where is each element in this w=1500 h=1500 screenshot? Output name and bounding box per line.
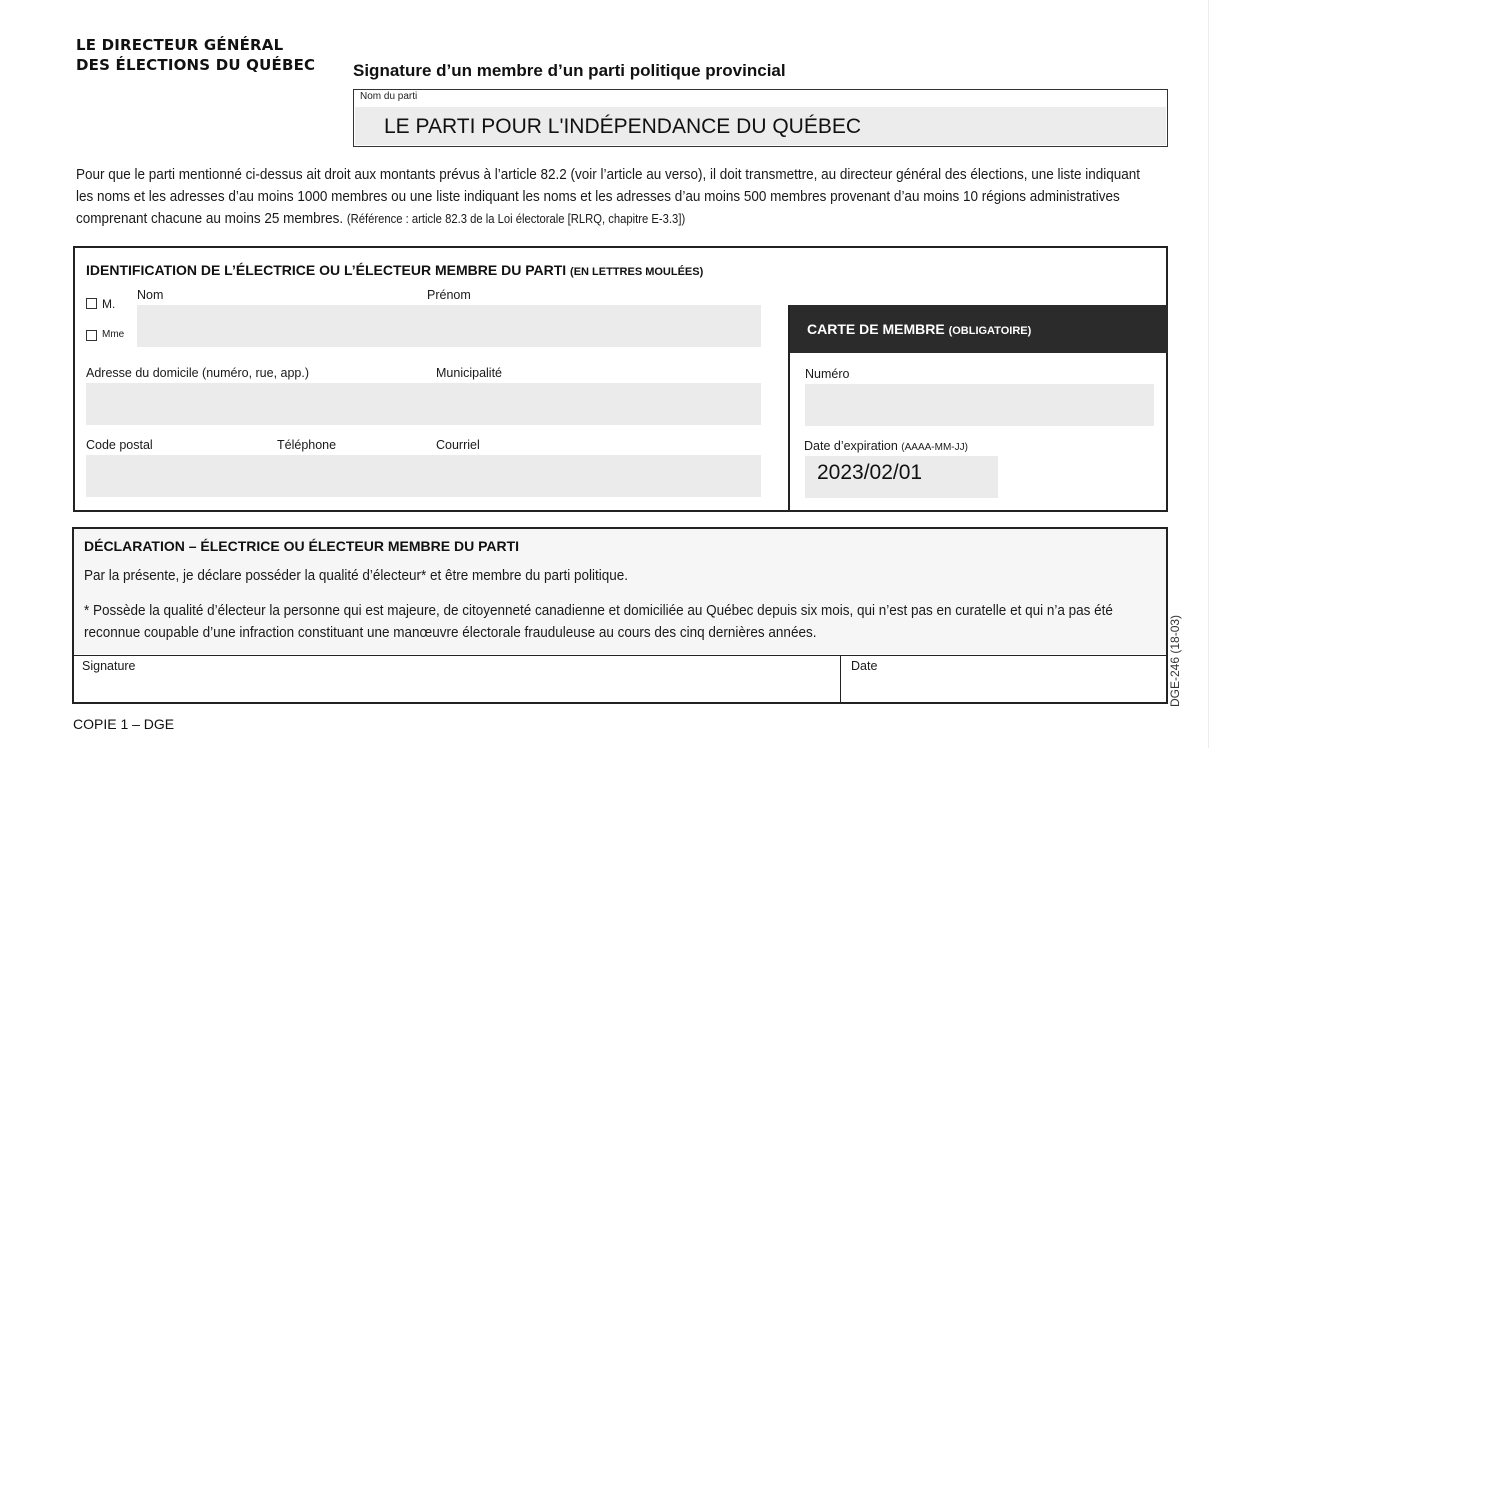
- courriel-label: Courriel: [436, 438, 480, 452]
- form-sheet: [0, 0, 1209, 748]
- checkbox-m[interactable]: [86, 298, 97, 309]
- party-name-label: Nom du parti: [360, 91, 418, 102]
- copy-label: COPIE 1 – DGE: [73, 716, 175, 732]
- declaration-title: DÉCLARATION – ÉLECTRICE OU ÉLECTEUR MEMBRE DU PARTI: [84, 538, 520, 554]
- expiry-value: 2023/02/01: [817, 461, 923, 484]
- legal-reference: (Référence : article 82.3 de la Loi électorale [RLRQ, chapitre E-3.3]): [346, 212, 686, 226]
- contact-input[interactable]: [86, 455, 761, 497]
- identification-title: IDENTIFICATION DE L’ÉLECTRICE OU L’ÉLECTEUR MEMBRE DU PARTI (EN LETTRES MOULÉES): [86, 262, 704, 278]
- membership-card-header: [790, 305, 1168, 353]
- prenom-label: Prénom: [427, 288, 471, 302]
- nom-prenom-input[interactable]: [137, 305, 761, 347]
- party-name-value: LE PARTI POUR L'INDÉPENDANCE DU QUÉBEC: [384, 115, 862, 138]
- numero-input[interactable]: [805, 384, 1154, 426]
- membership-card-title: CARTE DE MEMBRE (OBLIGATOIRE): [807, 321, 1032, 337]
- code-postal-label: Code postal: [86, 438, 153, 452]
- numero-label: Numéro: [805, 367, 850, 381]
- expiry-label: Date d’expiration (AAAA-MM-JJ): [804, 439, 968, 453]
- form-code: DGE-246 (18-03): [1168, 614, 1182, 707]
- form-title: Signature d’un membre d’un parti politique provincial: [353, 61, 786, 80]
- signature-label: Signature: [82, 659, 136, 673]
- declaration-statement: Par la présente, je déclare posséder la qualité d’électeur* et être membre du parti politique.: [84, 567, 629, 584]
- identification-section: IDENTIFICATION DE L’ÉLECTRICE OU L’ÉLECTEUR MEMBRE DU PARTI (EN LETTRES MOULÉES) M. Mme Nom Prénom Adresse du domicile (numéro, rue, app.) Municipalité Code postal Téléphone Courriel CARTE DE MEMBRE (OBLIGATOIRE) Numéro Date d’expiration (AAAA-MM-JJ) 2023/02/01: [73, 246, 1168, 512]
- issuer-logo-text: LE DIRECTEUR GÉNÉRAL DES ÉLECTIONS DU QUÉBEC: [76, 36, 316, 74]
- party-name-field[interactable]: [353, 89, 1168, 147]
- adresse-municipalite-input[interactable]: [86, 383, 761, 425]
- municipalite-label: Municipalité: [436, 366, 503, 380]
- intro-paragraph: Pour que le parti mentionné ci-dessus ait droit aux montants prévus à l’article 82.2 (voir l’article au verso), il doit transmettre, au directeur général des élections, une liste indiquant les noms et les adresses d’au moins 1000 membres ou une liste indiquant les noms et les adresses d’au moins 500 membres provenant d’au moins 10 régions administratives comprenant chacune au moins 25 membres. (Référence : article 82.3 de la Loi électorale [RLRQ, chapitre E-3.3]): [76, 166, 1141, 227]
- declaration-section: [72, 527, 1168, 704]
- date-field[interactable]: [841, 656, 1166, 702]
- checkbox-mme[interactable]: [86, 330, 97, 341]
- telephone-label: Téléphone: [277, 438, 337, 452]
- signature-field[interactable]: [74, 656, 840, 702]
- declaration-footnote: * Possède la qualité d’électeur la personne qui est majeure, de citoyenneté canadienne et domiciliée au Québec depuis six mois, qui n’est pas en curatelle et qui n’a pas été reconnue coupable d’une infraction constituant une manœuvre électorale frauduleuse au cours des cinq dernières années.: [84, 602, 1113, 641]
- adresse-label: Adresse du domicile (numéro, rue, app.): [86, 366, 310, 380]
- date-label: Date: [851, 659, 878, 673]
- nom-label: Nom: [137, 288, 164, 302]
